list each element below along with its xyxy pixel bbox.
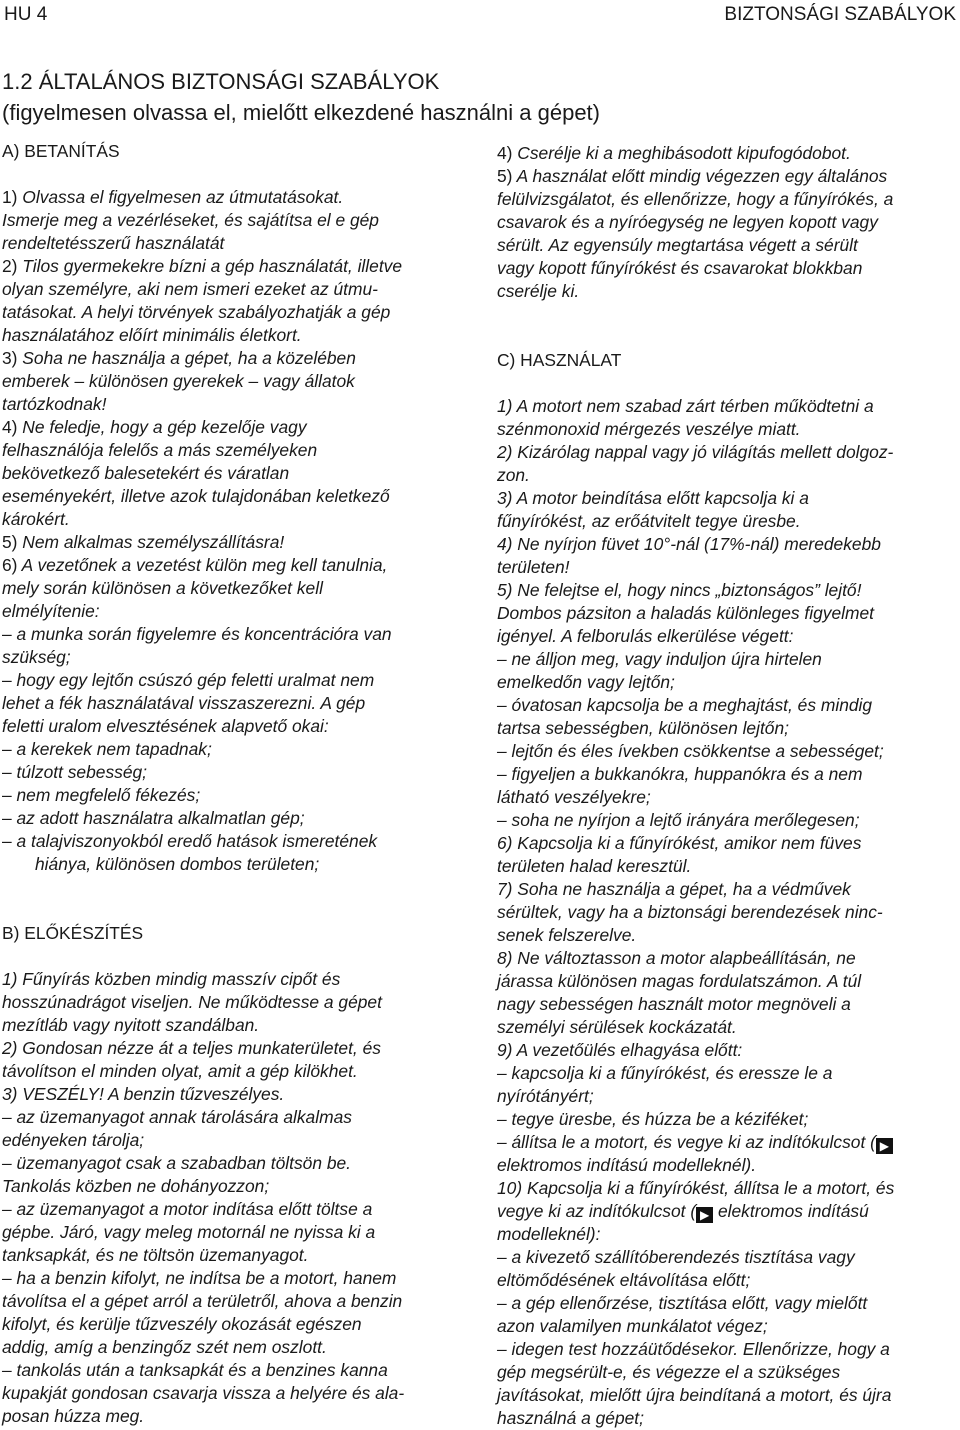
spacer (497, 303, 959, 326)
text-line (2, 577, 470, 600)
text-line (2, 1037, 470, 1060)
line-text: zon. (497, 465, 530, 485)
section-heading (2, 922, 470, 945)
item-number: 4) (497, 143, 513, 163)
text-line (497, 1315, 959, 1338)
line-text: gépbe. Járó, vagy meleg motornál ne nyissa ki a (2, 1222, 376, 1242)
text-line (2, 646, 470, 669)
text-line (497, 947, 959, 970)
text-line (497, 1246, 959, 1269)
text-line (497, 648, 959, 671)
line-text: – állítsa le a motort, és vegye ki az indítókulcsot ( (497, 1132, 876, 1152)
ignition-key-icon: ▶ (696, 1207, 713, 1223)
text-line (497, 855, 959, 878)
text-line (2, 715, 470, 738)
line-text: sérültek, vagy ha a biztonsági berendezések ninc- (497, 902, 883, 922)
line-text: Ismerje meg a vezérléseket, és sajátítsa el e gép (2, 210, 379, 230)
text-line (2, 807, 470, 830)
line-text: rendeltetésszerű használatát (2, 233, 225, 253)
text-line (497, 1085, 959, 1108)
line-text: Nem alkalmas személyszállításra! (17, 532, 285, 552)
item-number: – (2, 808, 12, 828)
text-line (2, 531, 470, 554)
line-text: olyan személyre, aki nem ismeri ezeket az útmu- (2, 279, 378, 299)
item-number: – (2, 831, 12, 851)
text-line (497, 763, 959, 786)
text-line (497, 211, 959, 234)
text-line (497, 671, 959, 694)
item-number: 6) (2, 555, 18, 575)
text-line (2, 370, 470, 393)
text-line (2, 738, 470, 761)
text-line (2, 991, 470, 1014)
line-text: kifolyt, és kerülje tűzveszély okozását egészen (2, 1314, 362, 1334)
item-number: 4) (2, 417, 18, 437)
text-line (2, 416, 470, 439)
line-text: járassa különösen magas fordulatszámon. A túl (497, 971, 862, 991)
chapter-title-line-2: (figyelmesen olvassa el, mielőtt elkezdené használni a gépet) (2, 100, 600, 125)
text-line (2, 1175, 470, 1198)
text-line (2, 600, 470, 623)
item-number: – (2, 762, 12, 782)
line-text: nyírótányért; (497, 1086, 594, 1106)
text-line (2, 1106, 470, 1129)
text-line (497, 1338, 959, 1361)
text-line (2, 439, 470, 462)
text-line (497, 487, 959, 510)
line-text: elektromos indítású modelleknél). (497, 1155, 757, 1175)
text-line (2, 554, 470, 577)
text-line (497, 418, 959, 441)
text-line (497, 1177, 959, 1200)
text-line (2, 669, 470, 692)
spacer (2, 899, 470, 922)
line-text: 8) Ne változtasson a motor alapbeállításán, ne (497, 948, 856, 968)
text-line (497, 1269, 959, 1292)
text-line (2, 623, 470, 646)
text-line (2, 209, 470, 232)
page-number: HU 4 (4, 4, 48, 25)
text-line (2, 508, 470, 531)
section-title: BIZTONSÁGI SZABÁLYOK (724, 4, 956, 25)
text-line (2, 1313, 470, 1336)
text-line (2, 1405, 470, 1428)
text-line (2, 1359, 470, 1382)
line-text: – idegen test hozzáütődésekor. Ellenőrizze, hogy a (497, 1339, 890, 1359)
line-text: mely során különösen a következőket kell (2, 578, 323, 598)
line-text: túlzott sebesség; (11, 762, 148, 782)
line-text: 1) Fűnyírás közben mindig masszív cipőt és (2, 969, 341, 989)
text-line (497, 1384, 959, 1407)
text-line (2, 692, 470, 715)
text-line (2, 1336, 470, 1359)
line-text: emelkedőn vagy lejtőn; (497, 672, 675, 692)
line-text: távolítson el minden olyat, amit a gép kilökhet. (2, 1061, 358, 1081)
text-line (497, 717, 959, 740)
line-text: Tilos gyermekekre bízni a gép használatát, illetve (17, 256, 403, 276)
text-line (497, 809, 959, 832)
text-line (2, 485, 470, 508)
text-line (497, 924, 959, 947)
item-number: 5) (2, 532, 18, 552)
text-line (2, 1198, 470, 1221)
line-text: kupakját gondosan csavarja vissza a helyére és ala- (2, 1383, 405, 1403)
line-text: senek felszerelve. (497, 925, 637, 945)
line-text: – az üzemanyagot a motor indítása előtt töltse a (2, 1199, 373, 1219)
line-text: sérült. Az egyensúly megtartása végett a sérült (497, 235, 858, 255)
line-text: A) BETANÍTÁS (2, 141, 120, 161)
text-line (497, 625, 959, 648)
line-text: tartsa sebességben, különösen lejtőn; (497, 718, 789, 738)
text-line (497, 694, 959, 717)
line-text: tartózkodnak! (2, 394, 107, 414)
line-text: területen! (497, 557, 570, 577)
line-text: emberek – különösen gyerekek – vagy állatok (2, 371, 355, 391)
line-text: eltömődésének eltávolítása előtt; (497, 1270, 751, 1290)
line-text: – óvatosan kapcsolja be a meghajtást, és mindig (497, 695, 873, 715)
line-text: 3) A motor beindítása előtt kapcsolja ki a (497, 488, 809, 508)
line-text: – lejtőn és éles ívekben csökkentse a sebességet; (497, 741, 884, 761)
line-text: 1) A motort nem szabad zárt térben működtetni a (497, 396, 874, 416)
text-line (497, 510, 959, 533)
line-text: fűnyírókést, az erőátvitelt tegye üresbe. (497, 511, 801, 531)
text-line (497, 234, 959, 257)
item-number: – (2, 785, 12, 805)
text-line (2, 324, 470, 347)
text-line (2, 255, 470, 278)
text-line (2, 1221, 470, 1244)
line-text: – kapcsolja ki a fűnyírókést, és eressze le a (497, 1063, 833, 1083)
item-number: – (2, 624, 12, 644)
section-heading (497, 349, 959, 372)
line-text: igényel. A felborulás elkerülése végett: (497, 626, 794, 646)
line-text: B) ELŐKÉSZÍTÉS (2, 923, 144, 943)
line-text: hogy egy lejtőn csúszó gép feletti uralmat nem (11, 670, 375, 690)
text-line (2, 347, 470, 370)
line-text: tatásokat. A helyi törvények szabályozhatják a gép (2, 302, 391, 322)
text-line (497, 1200, 959, 1223)
line-text: vegye ki az indítókulcsot ( (497, 1201, 697, 1221)
item-number: 1) (2, 187, 18, 207)
text-line (497, 832, 959, 855)
line-text: C) HASZNÁLAT (497, 350, 622, 370)
line-text: mezítláb vagy nyitott szandálban. (2, 1015, 260, 1035)
text-line (497, 901, 959, 924)
line-text: – az üzemanyagot annak tárolására alkalmas (2, 1107, 352, 1127)
line-text: 9) A vezetőülés elhagyása előtt: (497, 1040, 743, 1060)
text-line (497, 602, 959, 625)
spacer (2, 163, 470, 186)
text-line (497, 1108, 959, 1131)
text-line (497, 786, 959, 809)
line-text: hiánya, különösen dombos területen; (35, 854, 320, 874)
text-line (2, 830, 470, 853)
line-text: azon valamilyen munkálatot végez; (497, 1316, 768, 1336)
text-line (497, 533, 959, 556)
line-text: Dombos pázsiton a haladás különleges figyelmet (497, 603, 875, 623)
chapter-title (2, 66, 600, 128)
text-line (2, 232, 470, 255)
right-column (497, 142, 959, 1430)
line-text: gép megsérült-e, és végezze el a szükséges (497, 1362, 841, 1382)
line-text: a talajviszonyokból eredő hatások ismeretének (11, 831, 378, 851)
spacer (497, 326, 959, 349)
text-line (497, 970, 959, 993)
text-line (2, 1290, 470, 1313)
text-line (2, 1060, 470, 1083)
line-text: Olvassa el figyelmesen az útmutatásokat. (17, 187, 344, 207)
line-text: 4) Ne nyírjon füvet 10°-nál (17%-nál) meredekebb (497, 534, 881, 554)
line-text: – ha a benzin kifolyt, ne indítsa be a motort, hanem (2, 1268, 397, 1288)
line-text: látható veszélyekre; (497, 787, 651, 807)
line-text: cserélje ki. (497, 281, 580, 301)
line-text: az adott használatra alkalmatlan gép; (11, 808, 305, 828)
line-text: 7) Soha ne használja a gépet, ha a védművek (497, 879, 851, 899)
text-line (497, 1407, 959, 1430)
line-text: elmélyítenie: (2, 601, 100, 621)
text-line (2, 1267, 470, 1290)
line-text: – üzemanyagot csak a szabadban töltsön be. (2, 1153, 352, 1173)
item-number: 2) (2, 256, 18, 276)
text-line (2, 853, 470, 876)
line-text: – figyeljen a bukkanókra, huppanókra és a nem (497, 764, 863, 784)
line-text: – tegye üresbe, és húzza be a kéziféket; (497, 1109, 809, 1129)
line-text: elektromos indítású (713, 1201, 869, 1221)
text-line (2, 968, 470, 991)
line-text: használatához előírt minimális életkort. (2, 325, 302, 345)
line-text: 2) Gondosan nézze át a teljes munkaterületet, és (2, 1038, 381, 1058)
text-line (497, 740, 959, 763)
text-line (497, 1062, 959, 1085)
text-line (2, 186, 470, 209)
line-text: 2) Kizárólag nappal vagy jó világítás mellett dolgoz- (497, 442, 894, 462)
text-line (497, 165, 959, 188)
text-line (2, 1244, 470, 1267)
text-line (497, 993, 959, 1016)
line-text: posan húzza meg. (2, 1406, 145, 1426)
text-line (2, 278, 470, 301)
item-number: 5) (497, 166, 513, 186)
text-line (497, 441, 959, 464)
left-column (2, 140, 470, 1428)
line-text: a munka során figyelemre és koncentrációra van (11, 624, 392, 644)
line-text: 10) Kapcsolja ki a fűnyírókést, állítsa le a motort, és (497, 1178, 895, 1198)
item-number: – (2, 739, 12, 759)
line-text: hosszúnadrágot viseljen. Ne működtesse a gépet (2, 992, 382, 1012)
text-line (497, 1361, 959, 1384)
text-line (2, 761, 470, 784)
line-text: – a kivezető szállítóberendezés tisztítása vagy (497, 1247, 855, 1267)
text-line (497, 579, 959, 602)
text-line (2, 1382, 470, 1405)
text-line (497, 142, 959, 165)
line-text: – a gép ellenőrzése, tisztítása előtt, vagy mielőtt (497, 1293, 868, 1313)
text-line (497, 1131, 959, 1154)
line-text: Soha ne használja a gépet, ha a közelében (17, 348, 356, 368)
line-text: felhasználója felelős a más személyeken (2, 440, 318, 460)
line-text: vagy kopott fűnyírókést és csavarokat blokkban (497, 258, 863, 278)
text-line (497, 878, 959, 901)
line-text: szénmonoxid mérgezés veszélye miatt. (497, 419, 801, 439)
line-text: feletti uralom elvesztésének alapvető okai: (2, 716, 329, 736)
line-text: modelleknél): (497, 1224, 601, 1244)
line-text: – soha ne nyírjon a lejtő irányára merőlegesen; (497, 810, 860, 830)
line-text: nagy sebességen használt motor megnöveli a (497, 994, 851, 1014)
line-text: használná a gépet; (497, 1408, 644, 1428)
section-heading (2, 140, 470, 163)
line-text: bekövetkező balesetekért és váratlan (2, 463, 290, 483)
line-text: szükség; (2, 647, 71, 667)
text-line (497, 1154, 959, 1177)
line-text: – ne álljon meg, vagy induljon újra hirtelen (497, 649, 822, 669)
line-text: távolítsa el a gépet arról a területről, ahova a benzin (2, 1291, 403, 1311)
spacer (497, 372, 959, 395)
line-text: személyi sérülések kockázatát. (497, 1017, 737, 1037)
text-line (2, 1129, 470, 1152)
line-text: javításokat, mielőtt újra beindítaná a motort, és újra (497, 1385, 892, 1405)
line-text: károkért. (2, 509, 70, 529)
line-text: Ne feledje, hogy a gép kezelője vagy (17, 417, 307, 437)
text-line (2, 784, 470, 807)
ignition-key-icon: ▶ (876, 1138, 893, 1154)
item-number: 3) (2, 348, 18, 368)
text-line (2, 1152, 470, 1175)
line-text: addig, amíg a benzingőz szét nem oszlott. (2, 1337, 327, 1357)
text-line (2, 1083, 470, 1106)
line-text: tanksapkát, és ne töltsön üzemanyagot. (2, 1245, 309, 1265)
line-text: A használat előtt mindig végezzen egy általános (512, 166, 888, 186)
spacer (2, 945, 470, 968)
text-line (497, 1292, 959, 1315)
line-text: felülvizsgálatot, és ellenőrizze, hogy a fűnyírókés, a (497, 189, 894, 209)
line-text: lehet a fék használatával visszaszerezni. A gép (2, 693, 366, 713)
line-text: nem megfelelő fékezés; (11, 785, 201, 805)
chapter-title-line-1: 1.2 ÁLTALÁNOS BIZTONSÁGI SZABÁLYOK (2, 69, 440, 94)
text-line (497, 1016, 959, 1039)
text-line (497, 188, 959, 211)
text-line (2, 301, 470, 324)
text-line (2, 462, 470, 485)
line-text: – tankolás után a tanksapkát és a benzines kanna (2, 1360, 388, 1380)
line-text: Tankolás közben ne dohányozzon; (2, 1176, 270, 1196)
text-line (497, 1039, 959, 1062)
line-text: 5) Ne felejtse el, hogy nincs „biztonságos” lejtő! (497, 580, 862, 600)
text-line (2, 393, 470, 416)
text-line (497, 395, 959, 418)
line-text: területen halad keresztül. (497, 856, 692, 876)
line-text: eseményekért, illetve azok tulajdonában keletkező (2, 486, 390, 506)
text-line (497, 1223, 959, 1246)
text-line (497, 556, 959, 579)
spacer (2, 876, 470, 899)
text-line (497, 257, 959, 280)
text-line (497, 280, 959, 303)
line-text: csavarok és a nyíróegység ne legyen kopott vagy (497, 212, 878, 232)
line-text: 3) VESZÉLY! A benzin tűzveszélyes. (2, 1084, 285, 1104)
line-text: a kerekek nem tapadnak; (11, 739, 212, 759)
line-text: A vezetőnek a vezetést külön meg kell tanulnia, (17, 555, 388, 575)
text-line (2, 1014, 470, 1037)
item-number: – (2, 670, 12, 690)
text-line (497, 464, 959, 487)
line-text: 6) Kapcsolja ki a fűnyírókést, amikor nem füves (497, 833, 862, 853)
line-text: Cserélje ki a meghibásodott kipufogódobot. (512, 143, 851, 163)
line-text: edényeken tárolja; (2, 1130, 145, 1150)
